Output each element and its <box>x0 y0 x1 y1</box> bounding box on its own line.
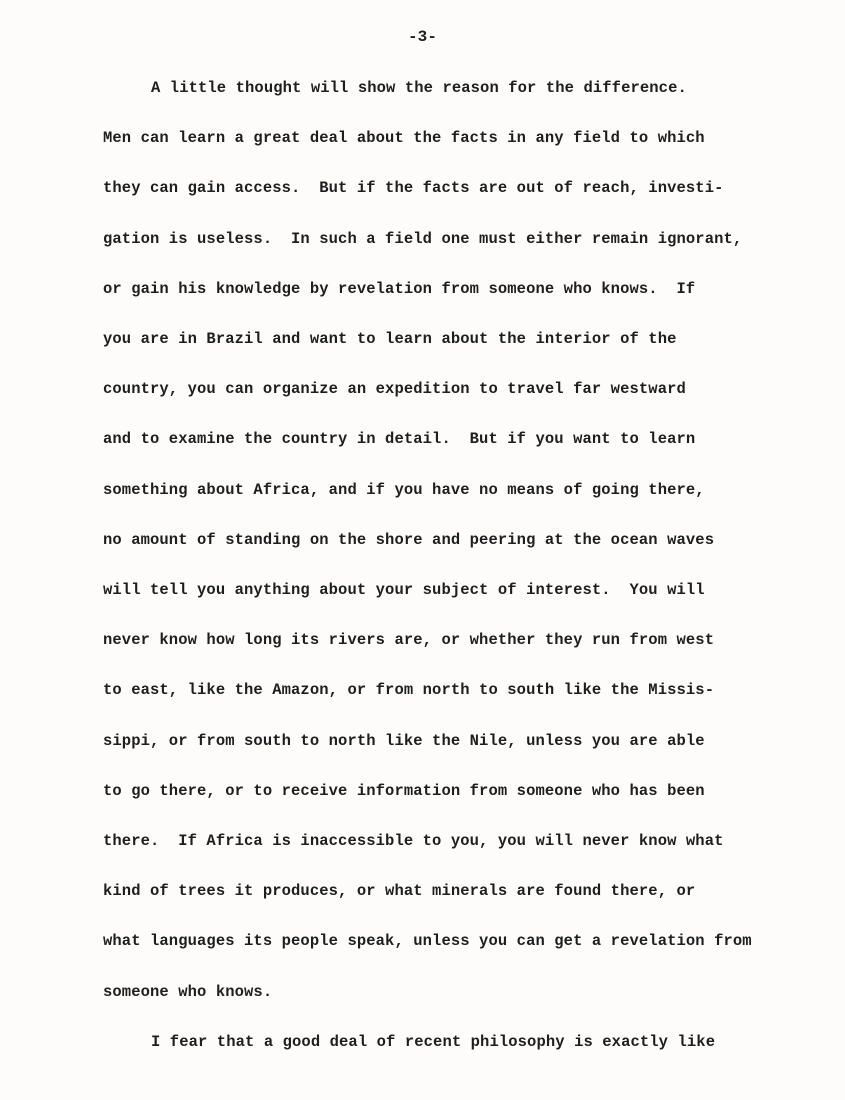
text-line: A little thought will show the reason for the difference. <box>151 79 687 97</box>
text-line: to east, like the Amazon, or from north to south like the Missis- <box>103 681 715 700</box>
text-line: sippi, or from south to north like the Nile, unless you are able <box>103 731 705 750</box>
text-line: you are in Brazil and want to learn about the interior of the <box>103 330 677 348</box>
page-number: -3- <box>407 28 438 46</box>
text-line: someone who knows. <box>103 982 273 1001</box>
text-line: or gain his knowledge by revelation from someone who knows. If <box>103 279 696 298</box>
text-line: something about Africa, and if you have no means of going there, <box>103 480 705 499</box>
text-line: what languages its people speak, unless you can get a revelation from <box>103 932 752 951</box>
text-line: there. If Africa is inaccessible to you, you will never know what <box>103 832 724 850</box>
text-line: Men can learn a great deal about the facts in any field to which <box>103 129 705 148</box>
text-line: to go there, or to receive information from someone who has been <box>103 781 705 800</box>
text-line: no amount of standing on the shore and peering at the ocean waves <box>103 530 715 549</box>
text-line: will tell you anything about your subject of interest. You will <box>103 581 705 599</box>
text-line: they can gain access. But if the facts are out of reach, investi- <box>103 179 724 198</box>
text-line: and to examine the country in detail. But if you want to learn <box>103 430 696 449</box>
text-line: kind of trees it produces, or what minerals are found there, or <box>103 882 696 901</box>
text-line: country, you can organize an expedition to travel far westward <box>103 380 686 399</box>
text-line: gation is useless. In such a field one must either remain ignorant, <box>103 229 743 248</box>
text-line: I fear that a good deal of recent philosophy is exactly like <box>151 1032 716 1051</box>
text-line: never know how long its rivers are, or whether they run from west <box>103 631 715 650</box>
